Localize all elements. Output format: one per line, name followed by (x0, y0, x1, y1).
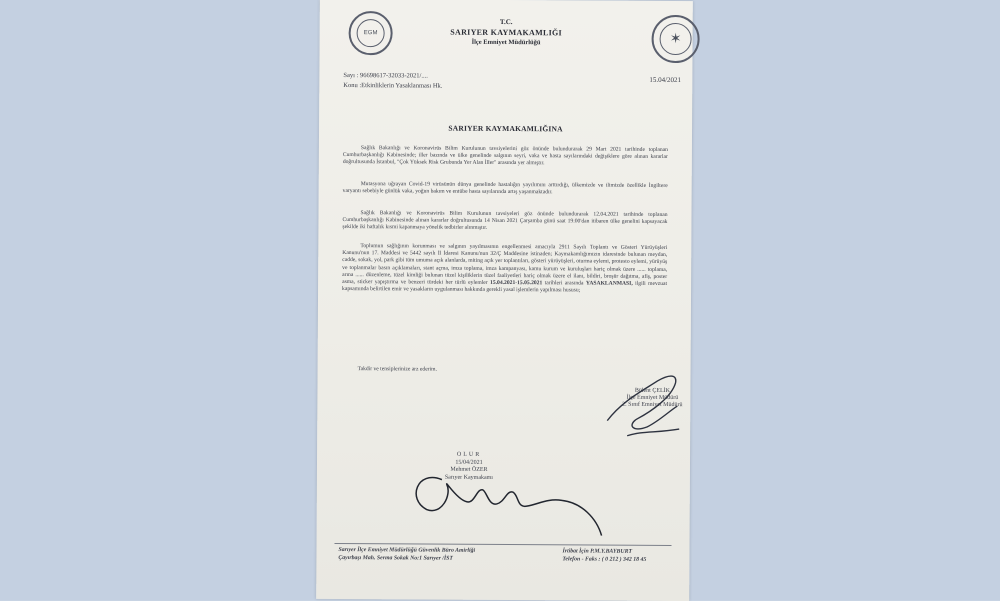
ban-keyword: YASAKLANMASI, (585, 280, 633, 287)
paragraph-part: ilgili mevzuat kapsamında belirtilen emir ve yasakların uygulanması hakkında gerekli yasal işlemlerin yapılması hususu; (342, 280, 668, 294)
closing-line: Takdir ve tensiplerinize arz ederim. (357, 366, 437, 373)
header-tc: T.C. (499, 17, 513, 27)
footer-address (338, 547, 475, 563)
document-subject: Konu :Etkinliklerin Yasaklanması Hk. (343, 82, 443, 90)
governor-name: Mehmet ÖZER (450, 466, 488, 473)
paragraph-text: Mutasyona uğrayan Covid-19 virüsünün dünya genelinde hastalığın yayılımını arttırdığı, ülkemizde ve ilimizde özellikle İngiltere varyantı sebebiyle günlük vaka, yoğun bakım ve entübe hasta sayılarında artış yaşanmaktadır. (342, 181, 668, 196)
emblem-inner: ✶ (659, 23, 691, 55)
document-number: Sayı : 96698617-32033-2021/.... (343, 72, 428, 80)
header-department: İlçe Emniyet Müdürlüğü (471, 38, 541, 47)
body-paragraph-4 (342, 243, 667, 296)
director-rank: 2. Sınıf Emniyet Müdürü (622, 401, 683, 409)
footer-contact (562, 548, 646, 564)
approval-date: 15/04/2021 (455, 459, 483, 466)
governor-title: Sarıyer Kaymakamı (444, 474, 494, 481)
director-title: İlçe Emniyet Müdürü (626, 394, 679, 402)
paragraph-text: Sağlık Bakanlığı ve Koronavirüs Bilim Kurulunun tavsiyeleri göz önünde bulundurarak 12.04.2021 tarihinde toplanan Cumhurbaşkanlığı Kabinesinde alınan kararlar doğrultusunda 14 Nisan 2021 Çarşamba günü saat 19:00'dan itibaren ülke genelini kapsayacak şekilde iki haftalık kısmi kapanmaya yönelik tedbirler alınmıştır. (342, 210, 668, 232)
ban-dates: 15.04.2021-15.05.2021 (490, 279, 543, 287)
body-paragraph-3 (342, 210, 667, 235)
paragraph-part: Toplumun sağlığının korunması ve salgının yayılmasının engellenmesi amacıyla 2911 Sayılı Toplantı ve Gösteri Yürüyüşleri Kanunu'nun 17. Maddesi ve 5442 sayılı İl İdaresi Kanunu'nun 32/Ç Maddesine istinaden; Kaymakamlığımızın idaresinde bulunan meydan, cadde, sokak, yol, park gibi tüm umuma açık alanlarda, miting açık yer toplantıları, gösteri yürüyüşleri, oturma eylemi, protesto eylemi, yürüyüş ve toplanmalar basın açıklamaları, stant açma, imza toplama, imza kampanyası, kamu kurum ve kuruluşları hariç olmak üzere ...... toplama, arına ...... düzenleme, tüzel kimliği bulunan tüzel kişiliklerin tüzel faaliyetleri hariç olmak üzere el ilanı, bildiri, broşür dağıtma, afiş, poster asma, sticker yapıştırma ve benzeri türdeki her türlü eylemler (342, 243, 668, 286)
addressee: SARIYER KAYMAKAMLIĞINA (448, 123, 563, 134)
footer-office: Sarıyer İlçe Emniyet Müdürlüğü Güvenlik Büro Amirliği (338, 546, 476, 554)
paragraph-text: Sağlık Bakanlığı ve Koronavirüs Bilim Kurulunun tavsiyelerini göz önünde bulundurarak 29 Mart 2021 tarihinde toplanan Cumhurbaşkanlığı Kabinesinde; iller bazında ve ülke genelinde salgının seyri, vaka ve hasta sayılarındaki değişiklere göre alınan kararlar doğrultusunda İstanbul, "Çok Yüksek Risk Grubunda Yer Alan İller" arasında yer almıştır. (342, 145, 668, 167)
body-paragraph-2 (343, 181, 668, 198)
footer-divider (335, 543, 672, 546)
body-paragraph-1 (343, 145, 668, 170)
footer-contact-person: İrtibat İçin P.M.Y.BAYBURT (562, 548, 633, 555)
director-signature-block (617, 388, 687, 409)
approval-label: OLUR (456, 451, 482, 458)
paragraph-part: tarihleri arasında (542, 280, 586, 287)
governor-signature-block (409, 451, 529, 482)
background-left (0, 0, 318, 600)
header-institution: SARIYER KAYMAKAMLIĞI (450, 27, 563, 38)
paragraph-text (342, 243, 667, 295)
background-right (690, 0, 1000, 600)
director-name: Bülent ÇELİK (634, 387, 671, 395)
document-date: 15.04/2021 (649, 75, 682, 85)
seal-text: EGM (363, 30, 378, 37)
document-page (316, 0, 693, 601)
footer-street: Çayırbaşı Mah. Serma Sokak No:1 Sarıyer /İST (338, 554, 453, 562)
footer-phone: Telefon - Faks : ( 0 212 ) 342 18 45 (562, 555, 647, 563)
